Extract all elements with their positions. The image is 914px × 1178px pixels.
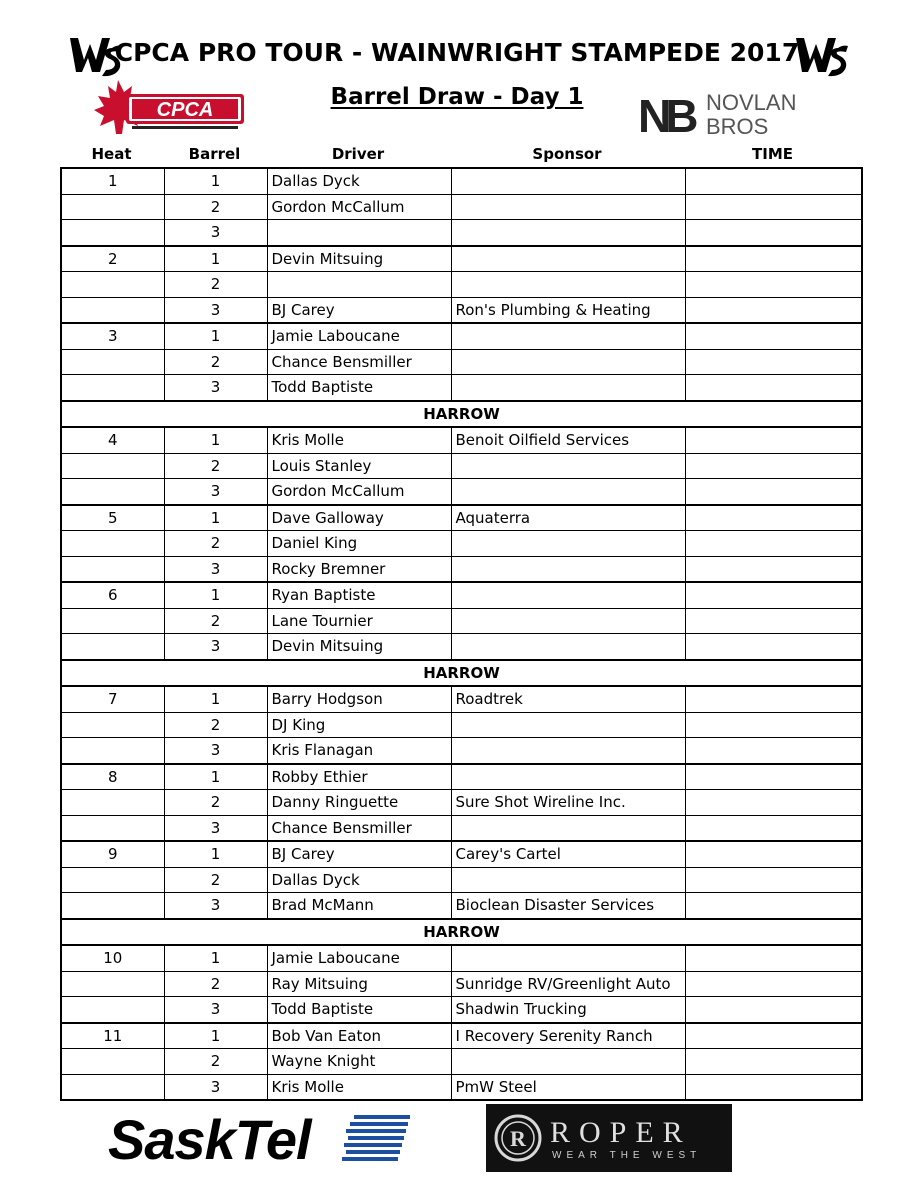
time-cell — [685, 712, 862, 738]
driver-cell: Lane Tournier — [267, 608, 451, 634]
sponsor-cell — [451, 246, 685, 272]
table-row — [61, 971, 862, 997]
header-sponsor: Sponsor — [532, 145, 602, 163]
sponsor-cell: Roadtrek — [451, 686, 685, 712]
heat-cell — [61, 867, 164, 893]
barrel-cell: 1 — [164, 1023, 267, 1049]
time-cell — [685, 815, 862, 841]
driver-cell: Devin Mitsuing — [267, 634, 451, 660]
table-row — [61, 582, 862, 608]
sponsor-cell — [451, 531, 685, 557]
driver-cell: Chance Bensmiller — [267, 815, 451, 841]
barrel-cell: 1 — [164, 945, 267, 971]
heat-cell — [61, 971, 164, 997]
driver-cell: Todd Baptiste — [267, 375, 451, 401]
sponsor-cell — [451, 272, 685, 298]
driver-cell: BJ Carey — [267, 297, 451, 323]
heat-cell: 8 — [61, 764, 164, 790]
table-row — [61, 246, 862, 272]
table-row — [61, 556, 862, 582]
harrow-row — [61, 919, 862, 946]
barrel-cell: 2 — [164, 971, 267, 997]
barrel-cell: 3 — [164, 738, 267, 764]
sponsor-cell: Ron's Plumbing & Heating — [451, 297, 685, 323]
barrel-cell: 1 — [164, 686, 267, 712]
sasktel-logo-text: SaskTel — [108, 1108, 311, 1171]
driver-cell: Rocky Bremner — [267, 556, 451, 582]
header-barrel: Barrel — [188, 145, 241, 163]
driver-cell: Bob Van Eaton — [267, 1023, 451, 1049]
barrel-cell: 2 — [164, 194, 267, 220]
barrel-cell: 2 — [164, 712, 267, 738]
driver-cell: Wayne Knight — [267, 1049, 451, 1075]
sponsor-cell: Bioclean Disaster Services — [451, 893, 685, 919]
cpca-logo — [96, 78, 248, 136]
barrel-cell: 1 — [164, 246, 267, 272]
time-cell — [685, 168, 862, 194]
sponsor-cell — [451, 634, 685, 660]
driver-cell: Kris Molle — [267, 1074, 451, 1100]
table-row — [61, 272, 862, 298]
heat-cell — [61, 194, 164, 220]
heat-cell — [61, 815, 164, 841]
table-row — [61, 168, 862, 194]
time-cell — [685, 971, 862, 997]
driver-cell: Chance Bensmiller — [267, 349, 451, 375]
table-row — [61, 997, 862, 1023]
table-row — [61, 686, 862, 712]
time-cell — [685, 1074, 862, 1100]
time-cell — [685, 738, 862, 764]
table-row — [61, 427, 862, 453]
sponsor-cell — [451, 712, 685, 738]
heat-cell — [61, 297, 164, 323]
cpca-logo-text: CPCA — [156, 99, 214, 121]
sponsor-cell — [451, 349, 685, 375]
driver-cell: Dave Galloway — [267, 505, 451, 531]
driver-cell — [267, 272, 451, 298]
table-row — [61, 790, 862, 816]
time-cell — [685, 427, 862, 453]
table-row — [61, 1049, 862, 1075]
driver-cell: Danny Ringuette — [267, 790, 451, 816]
sponsor-cell: PmW Steel — [451, 1074, 685, 1100]
driver-cell: Jamie Laboucane — [267, 945, 451, 971]
driver-cell: Barry Hodgson — [267, 686, 451, 712]
harrow-row — [61, 660, 862, 687]
time-cell — [685, 246, 862, 272]
time-cell — [685, 867, 862, 893]
sponsor-cell: Carey's Cartel — [451, 841, 685, 867]
barrel-cell: 2 — [164, 349, 267, 375]
roper-logo — [486, 1104, 732, 1172]
table-row — [61, 323, 862, 349]
harrow-label: HARROW — [61, 919, 862, 946]
sponsor-cell — [451, 479, 685, 505]
barrel-cell: 3 — [164, 893, 267, 919]
barrel-cell: 3 — [164, 479, 267, 505]
novlan-line1: NOVLAN — [706, 90, 797, 115]
table-row — [61, 815, 862, 841]
sponsor-cell — [451, 815, 685, 841]
heat-cell: 1 — [61, 168, 164, 194]
sponsor-cell — [451, 375, 685, 401]
table-row — [61, 634, 862, 660]
time-cell — [685, 194, 862, 220]
sponsor-cell — [451, 194, 685, 220]
novlan-mark: NB — [638, 90, 693, 142]
barrel-cell: 3 — [164, 634, 267, 660]
driver-cell: Kris Molle — [267, 427, 451, 453]
heat-cell: 7 — [61, 686, 164, 712]
time-cell — [685, 608, 862, 634]
barrel-cell: 3 — [164, 1074, 267, 1100]
heat-cell — [61, 272, 164, 298]
sponsor-cell — [451, 323, 685, 349]
table-row — [61, 712, 862, 738]
column-headers — [0, 145, 914, 165]
time-cell — [685, 634, 862, 660]
barrel-cell: 1 — [164, 427, 267, 453]
heat-cell: 2 — [61, 246, 164, 272]
ws-logo-right-text: WS — [794, 19, 820, 38]
barrel-cell: 1 — [164, 323, 267, 349]
barrel-cell: 2 — [164, 1049, 267, 1075]
driver-cell: Ryan Baptiste — [267, 582, 451, 608]
heat-cell: 3 — [61, 323, 164, 349]
roper-logo-word: ROPER — [550, 1116, 692, 1149]
table-row — [61, 608, 862, 634]
page-title: CPCA PRO TOUR - WAINWRIGHT STAMPEDE 2017 — [114, 38, 800, 67]
sponsor-cell — [451, 738, 685, 764]
heat-cell: 9 — [61, 841, 164, 867]
heat-cell — [61, 1049, 164, 1075]
driver-cell: Brad McMann — [267, 893, 451, 919]
driver-cell: Todd Baptiste — [267, 997, 451, 1023]
table-row — [61, 1074, 862, 1100]
driver-cell: Robby Ethier — [267, 764, 451, 790]
barrel-draw-table-body — [61, 168, 862, 1100]
heat-cell: 5 — [61, 505, 164, 531]
sponsor-cell: Aquaterra — [451, 505, 685, 531]
sponsor-cell — [451, 945, 685, 971]
time-cell — [685, 556, 862, 582]
driver-cell: Jamie Laboucane — [267, 323, 451, 349]
driver-cell: Kris Flanagan — [267, 738, 451, 764]
driver-cell: DJ King — [267, 712, 451, 738]
time-cell — [685, 841, 862, 867]
header-driver: Driver — [331, 145, 385, 163]
time-cell — [685, 453, 862, 479]
table-row — [61, 867, 862, 893]
heat-cell — [61, 634, 164, 660]
time-cell — [685, 220, 862, 246]
time-cell — [685, 893, 862, 919]
time-cell — [685, 1023, 862, 1049]
time-cell — [685, 945, 862, 971]
heat-cell — [61, 349, 164, 375]
heat-cell: 11 — [61, 1023, 164, 1049]
barrel-cell: 3 — [164, 997, 267, 1023]
driver-cell: Ray Mitsuing — [267, 971, 451, 997]
sponsor-cell: I Recovery Serenity Ranch — [451, 1023, 685, 1049]
heat-cell — [61, 738, 164, 764]
heat-cell: 10 — [61, 945, 164, 971]
driver-cell — [267, 220, 451, 246]
harrow-label: HARROW — [61, 660, 862, 687]
header-heat: Heat — [91, 145, 132, 163]
sponsor-cell: Sure Shot Wireline Inc. — [451, 790, 685, 816]
barrel-cell: 3 — [164, 556, 267, 582]
sponsor-cell — [451, 1049, 685, 1075]
heat-cell — [61, 556, 164, 582]
time-cell — [685, 479, 862, 505]
ws-logo-left-text: WS — [68, 19, 94, 38]
heat-cell — [61, 712, 164, 738]
heat-cell — [61, 790, 164, 816]
heat-cell — [61, 608, 164, 634]
heat-cell — [61, 893, 164, 919]
novlan-bros-logo — [638, 88, 808, 142]
barrel-cell: 3 — [164, 815, 267, 841]
time-cell — [685, 1049, 862, 1075]
heat-cell: 6 — [61, 582, 164, 608]
time-cell — [685, 297, 862, 323]
time-cell — [685, 272, 862, 298]
time-cell — [685, 790, 862, 816]
barrel-cell: 1 — [164, 764, 267, 790]
sasktel-logo — [108, 1105, 418, 1169]
driver-cell: Dallas Dyck — [267, 867, 451, 893]
barrel-cell: 1 — [164, 168, 267, 194]
table-row — [61, 349, 862, 375]
barrel-cell: 1 — [164, 582, 267, 608]
barrel-cell: 3 — [164, 375, 267, 401]
sponsor-cell: Benoit Oilfield Services — [451, 427, 685, 453]
heat-cell — [61, 531, 164, 557]
barrel-cell: 3 — [164, 297, 267, 323]
roper-logo-tagline: WEAR THE WEST — [552, 1150, 702, 1161]
time-cell — [685, 323, 862, 349]
barrel-cell: 3 — [164, 220, 267, 246]
time-cell — [685, 686, 862, 712]
novlan-line2: BROS — [706, 114, 769, 139]
table-row — [61, 738, 862, 764]
barrel-cell: 1 — [164, 505, 267, 531]
heat-cell: 4 — [61, 427, 164, 453]
table-row — [61, 945, 862, 971]
time-cell — [685, 531, 862, 557]
sponsor-cell — [451, 764, 685, 790]
header-time: TIME — [752, 145, 793, 163]
barrel-cell: 2 — [164, 608, 267, 634]
driver-cell: Gordon McCallum — [267, 479, 451, 505]
heat-cell — [61, 453, 164, 479]
table-row — [61, 531, 862, 557]
driver-cell: BJ Carey — [267, 841, 451, 867]
sponsor-cell — [451, 582, 685, 608]
sponsor-cell — [451, 556, 685, 582]
sponsor-cell: Sunridge RV/Greenlight Auto — [451, 971, 685, 997]
time-cell — [685, 505, 862, 531]
heat-cell — [61, 479, 164, 505]
time-cell — [685, 582, 862, 608]
table-row — [61, 479, 862, 505]
barrel-cell: 2 — [164, 790, 267, 816]
heat-cell — [61, 997, 164, 1023]
table-row — [61, 453, 862, 479]
driver-cell: Devin Mitsuing — [267, 246, 451, 272]
table-row — [61, 841, 862, 867]
barrel-draw-table — [60, 167, 863, 1101]
sponsor-cell — [451, 867, 685, 893]
table-row — [61, 1023, 862, 1049]
sponsor-cell — [451, 168, 685, 194]
barrel-cell: 2 — [164, 453, 267, 479]
barrel-cell: 2 — [164, 272, 267, 298]
table-row — [61, 505, 862, 531]
time-cell — [685, 349, 862, 375]
harrow-row — [61, 401, 862, 428]
table-row — [61, 194, 862, 220]
barrel-cell: 1 — [164, 841, 267, 867]
time-cell — [685, 764, 862, 790]
heat-cell — [61, 220, 164, 246]
barrel-cell: 2 — [164, 867, 267, 893]
driver-cell: Dallas Dyck — [267, 168, 451, 194]
table-row — [61, 764, 862, 790]
driver-cell: Louis Stanley — [267, 453, 451, 479]
sponsor-cell — [451, 453, 685, 479]
harrow-label: HARROW — [61, 401, 862, 428]
heat-cell — [61, 375, 164, 401]
barrel-cell: 2 — [164, 531, 267, 557]
heat-cell — [61, 1074, 164, 1100]
time-cell — [685, 375, 862, 401]
driver-cell: Gordon McCallum — [267, 194, 451, 220]
table-row — [61, 220, 862, 246]
sponsor-cell: Shadwin Trucking — [451, 997, 685, 1023]
svg-text:R: R — [510, 1126, 526, 1151]
sponsor-cell — [451, 220, 685, 246]
table-row — [61, 297, 862, 323]
table-row — [61, 375, 862, 401]
table-row — [61, 893, 862, 919]
time-cell — [685, 997, 862, 1023]
sponsor-cell — [451, 608, 685, 634]
driver-cell: Daniel King — [267, 531, 451, 557]
page-subtitle-text: Barrel Draw - Day 1 — [330, 84, 584, 110]
